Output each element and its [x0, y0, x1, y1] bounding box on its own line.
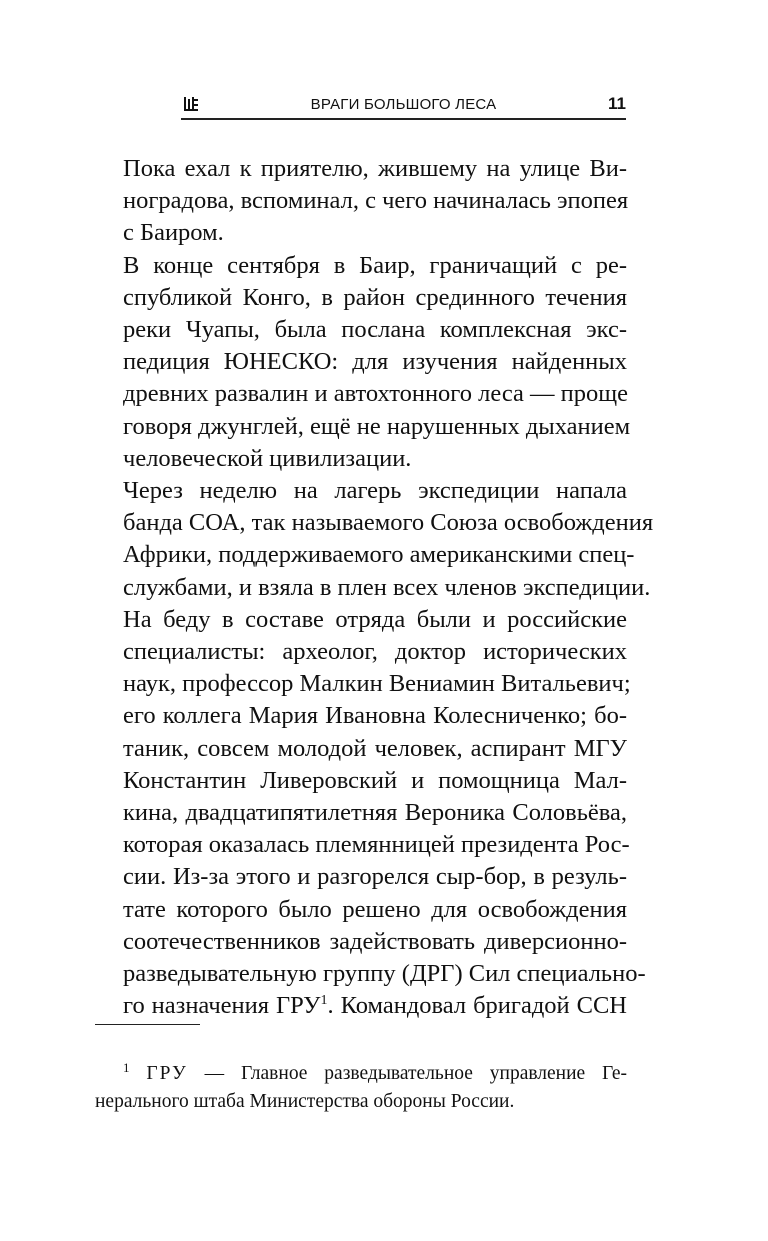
text-line: тате которого было решено для освобождения	[123, 895, 627, 923]
text-line: разведывательную группу (ДРГ) Сил специально-	[123, 960, 646, 988]
text-line: реки Чуапы, была послана комплексная экс-	[123, 316, 627, 344]
text-line: наук, профессор Малкин Вениамин Витальевич;	[123, 670, 631, 698]
text-line: педиция ЮНЕСКО: для изучения найденных	[123, 348, 627, 376]
footnote	[95, 1060, 627, 1116]
paragraph-2	[95, 250, 631, 475]
text-line: таник, совсем молодой человек, аспирант МГУ	[123, 734, 627, 762]
footnote-mark: 1	[123, 1060, 130, 1075]
running-title: ВРАГИ БОЛЬШОГО ЛЕСА	[310, 96, 497, 113]
text-line: В конце сентября в Баир, граничащий с ре-	[123, 251, 627, 279]
text-line: древних развалин и автохтонного леса — проще	[123, 380, 628, 408]
text-line: кина, двадцатипятилетняя Вероника Соловьёва,	[123, 799, 627, 827]
footnote-term: ГРУ	[146, 1063, 188, 1084]
text-line-with-footnote	[95, 990, 627, 1022]
text-line: Пока ехал к приятелю, жившему на улице Ви-	[123, 155, 627, 182]
text-line: Африки, поддерживаемого американскими спец-	[123, 541, 635, 569]
paragraph-4	[95, 604, 646, 1023]
paragraph-1	[95, 153, 627, 250]
text-line: специалисты: археолог, доктор исторических	[123, 638, 627, 666]
text-line: спубликой Конго, в район срединного течения	[123, 283, 627, 311]
main-text	[95, 153, 654, 1022]
text-fragment: го назначения ГРУ	[123, 992, 321, 1020]
footnote-line: нерального штаба Министерства обороны России.	[95, 1091, 515, 1112]
footnote-reference[interactable]: 1	[320, 993, 328, 1009]
footnote-text: — Главное разведывательное управление Ге-	[187, 1063, 627, 1084]
text-line: соотечественников задействовать диверсионно-	[123, 927, 627, 955]
text-line: На беду в составе отряда были и российские	[123, 605, 627, 633]
text-line: человеческой цивилизации.	[123, 444, 412, 472]
text-line: его коллега Мария Ивановна Колесниченко; бо-	[123, 702, 627, 730]
page-number: 11	[608, 94, 626, 113]
text-line: банда СОА, так называемого Союза освобождения	[123, 509, 654, 537]
text-line: службами, и взяла в плен всех членов экспедиции.	[123, 573, 651, 601]
footnote-divider	[95, 1024, 200, 1025]
text-line: которая оказалась племянницей президента Рос-	[123, 831, 630, 859]
text-line: сии. Из-за этого и разгорелся сыр-бор, в резуль-	[123, 863, 627, 891]
text-line: Константин Ливеровский и помощница Мал-	[123, 766, 627, 794]
text-line: говоря джунглей, ещё не нарушенных дыханием	[123, 412, 631, 440]
page-header	[181, 94, 626, 120]
text-line: Через неделю на лагерь экспедиции напала	[123, 477, 627, 505]
text-line: ноградова, вспоминал, с чего начиналась эпопея	[123, 187, 629, 215]
text-fragment: . Командовал бригадой ССН	[327, 992, 627, 1020]
text-line: с Баиром.	[123, 219, 224, 247]
footnote-line	[95, 1060, 627, 1088]
paragraph-3	[95, 475, 654, 604]
